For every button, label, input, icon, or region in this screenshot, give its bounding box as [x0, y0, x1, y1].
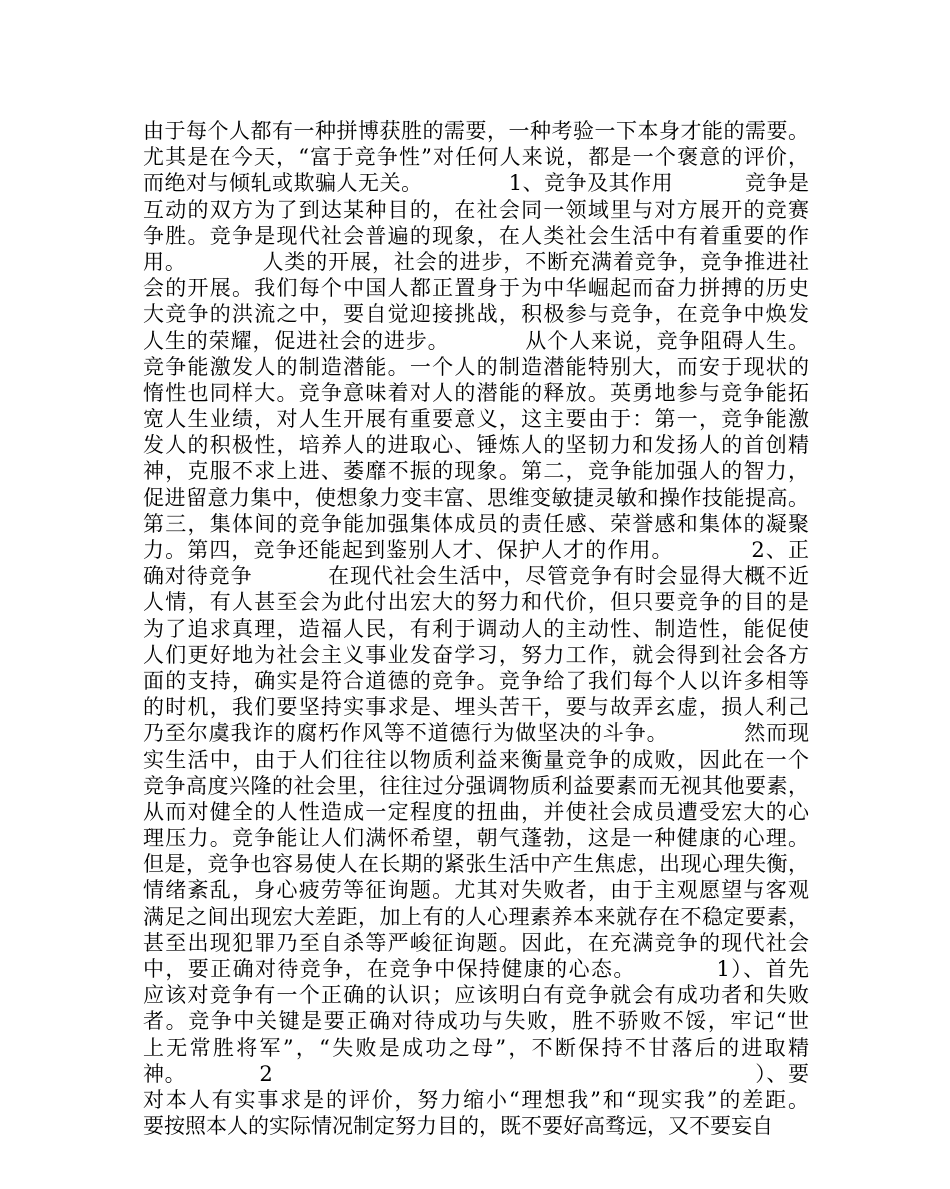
text-line-27: 从而对健全的人性造成一定程度的扭曲，并使社会成员遭受宏大的心 [143, 799, 809, 824]
text-line-30: 情绪紊乱，身心疲劳等征询题。尤其对失败者，由于主观愿望与客观 [143, 878, 809, 903]
text-line-3: 而绝对与倾轧或欺骗人无关。 1、竞争及其作用 竞争是 [143, 171, 809, 196]
text-line-2: 尤其是在今天，“富于竞争性”对任何人来说，都是一个褒意的评价， [143, 145, 809, 170]
text-line-19: 人情，有人甚至会为此付出宏大的努力和代价，但只要竞争的目的是 [143, 590, 809, 615]
text-line-16: 第三，集体间的竞争能加强集体成员的责任感、荣誉感和集体的凝聚 [143, 511, 809, 536]
text-line-39: 要按照本人的实际情况制定努力目的，既不要好高骛远，又不要妄自 [143, 1114, 773, 1139]
text-line-6: 用。 人类的开展，社会的进步，不断充满着竞争，竞争推进社 [143, 249, 809, 274]
text-line-21: 人们更好地为社会主义事业发奋学习，努力工作，就会得到社会各方 [143, 642, 809, 667]
text-line-33: 中，要正确对待竞争，在竞争中保持健康的心态。 1）、首先 [143, 957, 809, 981]
body-text [143, 118, 809, 1139]
text-line-15: 促进留意力集中，使想象力变丰富、思维变敏捷灵敏和操作技能提高。 [143, 485, 809, 510]
text-line-20: 为了追求真理，造福人民，有利于调动人的主动性、制造性，能促使 [143, 616, 809, 641]
text-line-18: 确对待竞争 在现代社会生活中，尽管竞争有时会显得大概不近 [143, 564, 809, 589]
text-line-13: 发人的积极性，培养人的进取心、锤炼人的坚韧力和发扬人的首创精 [143, 433, 809, 458]
text-line-4: 互动的双方为了到达某种目的，在社会同一领域里与对方展开的竞赛 [143, 197, 809, 222]
text-line-36: 上无常胜将军”，“失败是成功之母”，不断保持不甘落后的进取精 [143, 1035, 809, 1060]
text-line-7: 会的开展。我们每个中国人都正置身于为中华崛起而奋力拼搏的历史 [143, 276, 809, 301]
text-line-5: 争胜。竞争是现代社会普遍的现象，在人类社会生活中有着重要的作 [143, 223, 809, 248]
text-line-9: 人生的荣耀，促进社会的进步。 从个人来说，竞争阻碍人生。 [143, 328, 809, 353]
text-line-17: 力。第四，竞争还能起到鉴别人才、保护人才的作用。 2、正 [143, 538, 809, 562]
text-line-25: 实生活中，由于人们往往以物质利益来衡量竞争的成败，因此在一个 [143, 747, 809, 772]
text-line-37: 神。 2 ）、要 [143, 1061, 809, 1086]
text-line-11: 惰性也同样大。竞争意味着对人的潜能的释放。英勇地参与竞争能拓 [143, 380, 809, 405]
text-line-32: 甚至出现犯罪乃至自杀等严峻征询题。因此，在充满竞争的现代社会 [143, 930, 809, 955]
text-line-14: 神，克服不求上进、萎靡不振的现象。第二，竞争能加强人的智力， [143, 459, 809, 484]
text-line-29: 但是，竞争也容易使人在长期的紧张生活中产生焦虑，出现心理失衡， [143, 852, 809, 877]
text-line-26: 竞争高度兴隆的社会里，往往过分强调物质利益要素而无视其他要素， [143, 773, 809, 798]
text-line-1: 由于每个人都有一种拼博获胜的需要，一种考验一下本身才能的需要。 [143, 119, 809, 143]
text-line-22: 面的支持，确实是符合道德的竞争。竞争给了我们每个人以许多相等 [143, 668, 809, 693]
text-line-34: 应该对竞争有一个正确的认识；应该明白有竞争就会有成功者和失败 [143, 983, 809, 1008]
text-line-12: 宽人生业绩，对人生开展有重要意义，这主要由于：第一，竞争能激 [143, 407, 809, 432]
text-line-10: 竞争能激发人的制造潜能。一个人的制造潜能特别大，而安于现状的 [143, 354, 809, 379]
text-line-8: 大竞争的洪流之中，要自觉迎接挑战，积极参与竞争，在竞争中焕发 [143, 302, 809, 327]
text-line-31: 满足之间出现宏大差距，加上有的人心理素养本来就存在不稳定要素， [143, 904, 809, 929]
text-line-35: 者。竞争中关键是要正确对待成功与失败，胜不骄败不馁，牢记“世 [143, 1009, 809, 1034]
text-line-38: 对本人有实事求是的评价，努力缩小“理想我”和“现实我”的差距。 [143, 1087, 809, 1112]
text-line-23: 的时机，我们要坚持实事求是、埋头苦干，要与故弄玄虚，损人利己 [143, 695, 809, 720]
text-line-24: 乃至尔虞我诈的腐朽作风等不道德行为做坚决的斗争。 然而现 [143, 721, 809, 746]
text-line-28: 理压力。竞争能让人们满怀希望，朝气蓬勃，这是一种健康的心理。 [143, 826, 809, 851]
